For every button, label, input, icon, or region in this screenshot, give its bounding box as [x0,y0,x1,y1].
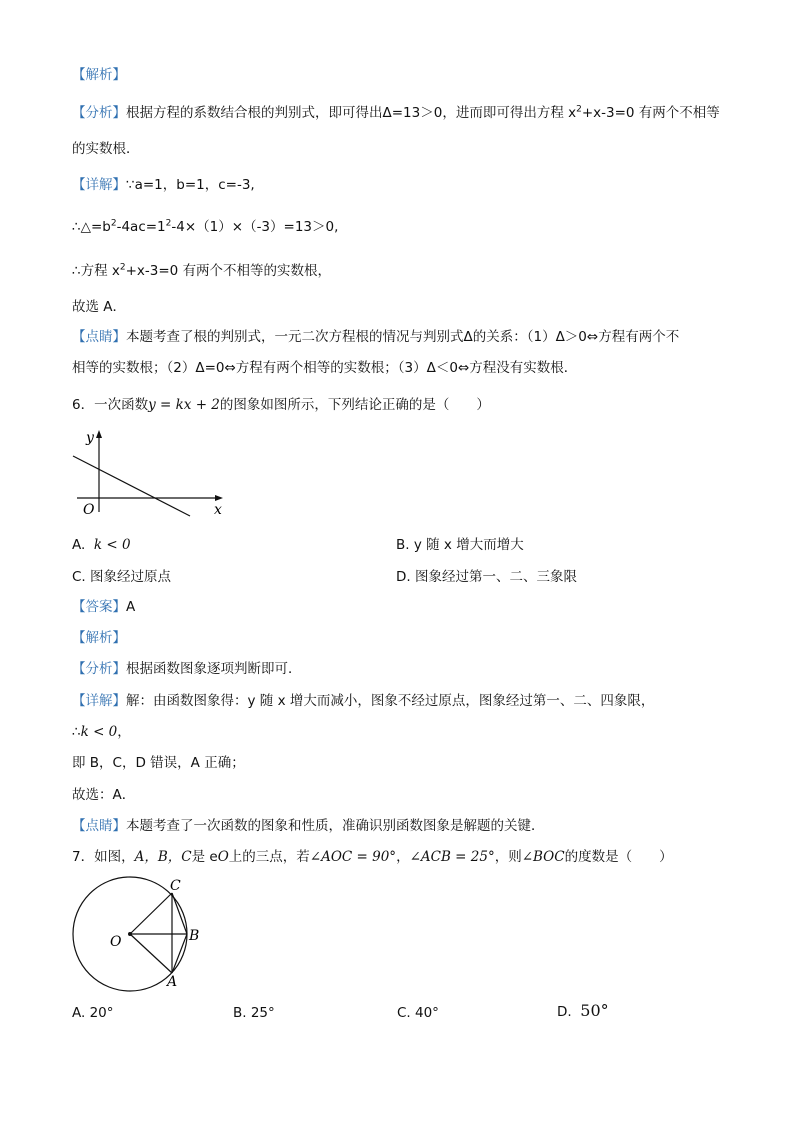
q6-remark [72,817,545,835]
q7-stem [72,848,673,866]
q6-detail [72,692,654,710]
answer-tag: 【答案】 [72,599,126,615]
q6-analysis-header: 【解析】 [72,630,126,646]
dianjing-tag: 【点睛】 [72,818,126,834]
stem-text: 是 e [191,849,218,865]
q6-option-b[interactable]: B. y 随 x 增大而增大 [396,537,524,553]
circle-figure [66,872,216,994]
q7-option-c[interactable]: C. 40° [397,1005,439,1021]
option-label: A. [72,537,86,553]
stem-angle-aoc: ∠AOC = 90° [309,849,397,865]
analysis-line-2: 的实数根． [72,141,140,157]
step-text: ∴方程 x [72,263,120,279]
stem-text: 7．如图， [72,849,135,865]
xiangjie-text: ∵a=1，b=1，c=-3, [126,177,255,193]
step-text: +x-3=0 有两个不相等的实数根， [125,263,332,279]
choose-line: 故选 A． [72,299,127,315]
linear-function-graph [72,428,232,520]
exponent: 2 [576,104,582,115]
conclusion-step [72,262,331,280]
remark-line-1 [72,328,679,346]
label-c: C [170,878,181,894]
y-axis-arrow [96,430,102,438]
fenxi-text: 根据函数图象逐项判断即可． [126,661,302,677]
answer-value: A [126,599,136,615]
exponent: 2 [110,218,117,229]
step-text: -4×（1）×（-3）=13＞0, [171,219,339,235]
dianjing-tag: 【点睛】 [72,329,126,345]
q6-option-d[interactable]: D. 图象经过第一、二、三象限 [396,569,577,585]
option-math: k < 0 [93,537,131,553]
therefore-sign: ∴ [72,724,81,740]
q6-option-c[interactable]: C. 图象经过原点 [72,569,172,585]
stem-angle-acb: ∠ACB = 25° [409,849,495,865]
q6-wrong-options: 即 B，C，D 错误，A 正确； [72,755,245,771]
step-text: -4ac=1 [116,219,166,235]
detail-line [72,176,255,194]
stem-points: A，B，C [134,849,192,865]
stem-math: y = kx + 2 [148,397,220,413]
q6-option-a[interactable] [72,536,131,554]
q7-option-d[interactable] [557,1002,609,1021]
fenxi-tag: 【分析】 [72,105,126,121]
stem-angle-boc: ∠BOC [521,849,565,865]
q7-option-b[interactable]: B. 25° [233,1005,275,1021]
origin-label: O [83,502,95,518]
xiangjie-tag: 【详解】 [72,177,126,193]
x-axis-arrow [215,495,223,501]
fenxi-text: 根据方程的系数结合根的判别式，即可得出Δ=13＞0，进而即可得出方程 x [126,105,577,121]
option-value: 50° [580,1001,609,1020]
label-o: O [110,934,122,950]
stem-circle: O [217,849,229,865]
remark-line-2: 相等的实数根；（2）Δ=0⇔方程有两个相等的实数根；（3）Δ＜0⇔方程没有实数根． [72,360,578,376]
remark-text: 本题考查了根的判别式，一元二次方程根的情况与判别式Δ的关系：（1）Δ＞0⇔方程有两个不 [126,329,680,345]
stem-text: 上的三点，若 [228,849,310,865]
xiangjie-text: 解：由函数图象得：y 随 x 增大而减小，图象不经过原点，图象经过第一、二、四象限， [126,693,655,709]
stem-text: 的图象如图所示，下列结论正确的是（ ） [219,397,490,413]
option-label: D. [557,1004,572,1020]
q6-fenxi [72,660,302,678]
therefore-math: k < 0 [80,724,118,740]
q7-option-a[interactable]: A. 20° [72,1005,114,1021]
stem-text: ，则 [494,849,522,865]
xiangjie-tag: 【详解】 [72,693,126,709]
segment-cb [172,893,187,934]
label-a: A [167,974,178,990]
fenxi-tag: 【分析】 [72,661,126,677]
analysis-line [72,104,720,122]
x-label: x [214,502,222,518]
stem-text: ， [396,849,410,865]
segment-oc [130,893,172,934]
stem-text: 6．一次函数 [72,397,149,413]
remark-text: 本题考查了一次函数的图象和性质，准确识别函数图象是解题的关键． [126,818,545,834]
stem-text: 的度数是（ ） [564,849,673,865]
q6-stem [72,396,490,414]
fenxi-text-cont: +x-3=0 有两个不相等 [581,105,720,121]
y-label: y [86,430,94,446]
discriminant-step [72,218,338,236]
q6-answer [72,598,135,616]
segment-oa [130,934,172,973]
exponent: 2 [165,218,172,229]
segment-ba [172,934,187,973]
q6-choose: 故选：A． [72,787,136,803]
analysis-header: 【解析】 [72,67,126,83]
label-b: B [189,928,200,944]
step-text: ∴△=b [72,219,111,235]
q6-therefore [72,723,131,741]
exponent: 2 [119,262,126,273]
therefore-tail: ， [117,724,131,740]
